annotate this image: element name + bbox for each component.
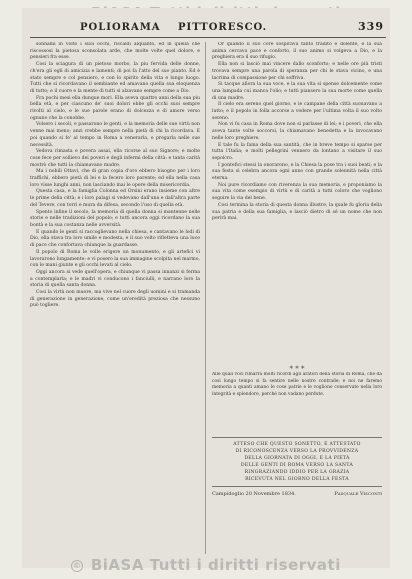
paragraph: Vedova rimasta e povera assai, ella ricorse al suo Signore; e molte cose fece per sollievo dei poveri e degli infermi della città: e tanta carità mostrò che tutti la chiamavano madre. <box>30 149 200 168</box>
paragraph: Noi pure ricordiamo con riverenza la sua memoria, e proponiamo la sua vita come esempio di virtù e di carità a tutti coloro che vogliono seguire la via del bene. <box>212 182 382 202</box>
notice-footer <box>212 491 382 501</box>
paragraph: E quando le genti si raccoglievano nella chiesa, e cantavano le lodi di Dio, ella stava tra loro umile e modesta, e il suo volto rifletteva una luce di pace che confortava chiunque la guardasse. <box>30 229 200 249</box>
left-column <box>30 42 200 554</box>
notice-caps-line: RINGRAZIANDO IDDIO PER LA GRAZIA <box>244 470 350 475</box>
notice-caps-line: DI RICONOSCENZA VERSO LA PROVVIDENZA <box>235 449 359 454</box>
copyright-icon: © <box>72 560 82 570</box>
notice-rule <box>212 486 382 487</box>
paragraph: Cosi termina la storia di questa donna illustre, la quale fu gloria della sua patria e della sua famiglia, e lasciò dietro di sé un nome che non perirà mai. <box>212 202 382 222</box>
paragraph: Non vi fu casa in Roma dove non si parlasse di lei; e i poveri, che ella aveva tante volte soccorsi, la chiamavano benedetta e la invocavano nelle loro preghiere. <box>212 122 382 141</box>
notice-caps-line: DELLA GIORNATA DI OGGI, E LA PIETÀ <box>244 456 350 461</box>
notice-block <box>212 372 382 548</box>
paragraph: Cosi la sciagura di un pietoso morbo, la piu fervida delle donne, ch'era gli egli di amicizia e lamenti; di poi fa l'atto del suo pianto. Ed è stato sempre e col pensiero, e con lo spirito della vita e lungo luogo. Tutti che si ricordavano il sembiante ed amavano quella sua eloquenza di tutto; e il cuore e la mente di tutti si alzavano sempre come a Dio. <box>30 62 200 94</box>
column-divider <box>205 42 206 554</box>
paragraph: Ma i nobili Ottavi, che di gran copia d'oro ebbero bisogno per i loro traffichi, ebbero pietà di lei e la fecero loro parente; ed ella nella casa loro visse lunghi anni, non lasciando mai le opere della misericordia. <box>30 169 200 188</box>
notice-caps-line: RICEVUTA NEL GIORNO DELLA FESTA <box>245 477 349 482</box>
paragraph: Ella non si lasciò mai vincere dallo sconforto; e nelle ore più tristi trovava sempre una parola di speranza per chi le stava vicino, e una lacrima di compassione per chi soffriva. <box>212 62 382 81</box>
notice-place-date: Campidoglio 20 Novembre 1834. <box>212 491 296 497</box>
section-separator: * * * <box>289 365 305 373</box>
paragraph: Oggi ancora si vede quell'opera, e chiunque vi passa innanzi si ferma a contemplarla; e le madri vi conducono i fanciulli, e narrano loro la storia di quella santa donna. <box>30 269 200 289</box>
watermark-bottom <box>0 556 412 574</box>
paragraph: Il cielo era sereno quel giorno, e le campane della città suonavano a lutto; e il popolo in folla accorse a vedere per l'ultima volta il suo volto sereno. <box>212 102 382 121</box>
paragraph: sonnami in volto i suoi occhi, riscaldi alquanto, ed in quella che riscossosi la pietosa sconsolata arde, che molte volte quel dolore, e pensieri fra esse. <box>30 42 200 61</box>
paragraph: Cosi la virtù non muore, ma vive nel cuore degli uomini e si tramanda di generazione in generazione, come un'eredità preziosa che nessuno può togliere. <box>30 290 200 309</box>
paragraph: Spento infine il secolo, la memoria di quella donna si mantenne nelle storie e nelle tradizioni del popolo; e tutti ancora oggi ricordano la sua bontà e la sua costanza nelle avversità. <box>30 209 200 228</box>
page-header <box>28 20 388 36</box>
watermark-bottom-text: BiASA Tutti i diritti riservati <box>90 556 341 574</box>
paragraph: Si tacque allora la sua voce, e la sua vita si spense dolcemente come una lampada cui manca l'olio; e tutti piansero la sua morte come quella di una madre. <box>212 82 382 101</box>
header-left: POLIORAMA <box>80 22 161 33</box>
header-right: PITTORESCO. <box>178 22 268 33</box>
right-column <box>212 42 382 362</box>
paragraph: Fra pochi mesi ella dunque mori. Ella aveva quattro anni della sua piu bella età, e per ciascuno de' suoi dolori ebbe gli occhi suoi sempre rivolti al cielo, e le sue parole erano di dolcezza e di amore verso ognuno che la conobbe. <box>30 95 200 121</box>
notice-caps-line: ATTESO CHE QUESTO SONETTO, E ATTESTATO <box>233 442 361 447</box>
header-rule <box>30 37 386 38</box>
notice-rule <box>212 437 382 438</box>
paragraph: Questa casa, e la famiglia Colonna ed Orsini erano insieme con altre le prime della città; e i loro palagi si vedevano dall'una e dall'altra parte del Tevere, con torri e mura da difesa, secondo l'uso di quella età. <box>30 189 200 208</box>
notice-body: Alle quali voci rimarrà molti ricordi agli aratori della storia di Roma, che da così lungo tempo si fa sentire nelle nostre contrade; e noi ne faremo memoria a quanti amano le cose patrie e le vogliono conservate nella loro integrità e splendore, perché non vadano perdute. <box>212 372 382 397</box>
paragraph: I pontefici stessi la onorarono, e la Chiesa la pose tra i suoi beati; e la sua festa si celebra ancora ogni anno con grande solennità nella città eterna. <box>212 162 382 182</box>
paragraph: Il popolo di Roma le volle erigere un monumento, e gli artefici vi lavorarono lungamente: e vi posero la sua immagine scolpita nel marmo, con le mani giunte e gli occhi levati al cielo. <box>30 249 200 269</box>
notice-caps-line: DELLE GENTI DI ROMA VERSO LA SANTA <box>240 463 354 468</box>
paragraph: E tale fu la fama della sua santità, che in breve tempo si sparse per tutta l'Italia; e molti pellegrini vennero da lontano a visitare il suo sepolcro. <box>212 142 382 161</box>
notice-signature: Pasquale Visconti <box>334 491 382 497</box>
paragraph: Or quando il suo core sospirava tanto tradito e dolente, e la sua anima cercava pace e conforto, il suo animo si volgeva a Dio, e la preghiera era il suo rifugio. <box>212 42 382 61</box>
paragraph: Volsero i secoli, e passarono le genti, e la memoria delle sue virtù non venne mai meno; anzi crebbe sempre nella pietà di chi la ricordava. E poi quando si fe' al tempo in Roma a venerarla, e pregarla nelle sue necessità. <box>30 122 200 148</box>
page-number: 339 <box>358 20 384 33</box>
